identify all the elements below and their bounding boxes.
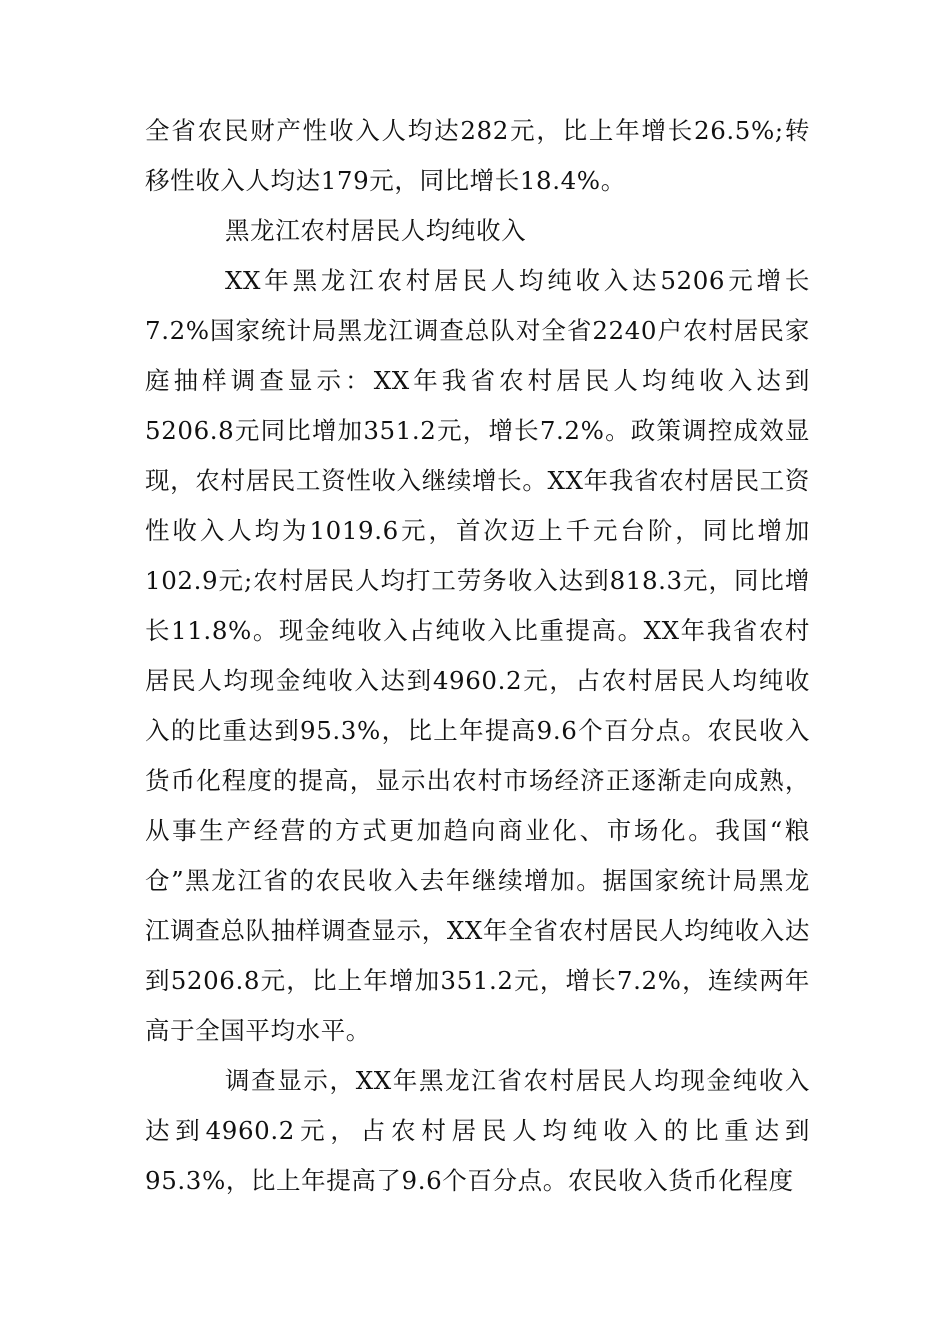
section-heading (145, 206, 810, 256)
body-paragraph (145, 1056, 810, 1206)
paragraph-text: XX年黑龙江农村居民人均纯收入达5206元增长7.2%国家统计局黑龙江调查总队对全省2240户农村居民家庭抽样调查显示：XX年我省农村居民人均纯收入达到5206.8元同比增加351.2元，增长7.2%。政策调控成效显现，农村居民工资性收入继续增长。XX年我省农村居民工资性收入人均为1019.6元，首次迈上千元台阶，同比增加102.9元;农村居民人均打工劳务收入达到818.3元，同比增长11.8%。现金纯收入占纯收入比重提高。XX年我省农村居民人均现金纯收入达到4960.2元，占农村居民人均纯收入的比重达到95.3%，比上年提高9.6个百分点。农民收入货币化程度的提高，显示出农村市场经济正逐渐走向成熟，从事生产经营的方式更加趋向商业化、市场化。我国“粮仓”黑龙江省的农民收入去年继续增加。据国家统计局黑龙江调查总队抽样调查显示，XX年全省农村居民人均纯收入达到5206.8元，比上年增加351.2元，增长7.2%，连续两年高于全国平均水平。 (145, 266, 810, 1045)
heading-text: 黑龙江农村居民人均纯收入 (225, 216, 527, 245)
paragraph-text: 调查显示，XX年黑龙江省农村居民人均现金纯收入达到4960.2元，占农村居民人均纯收入的比重达到95.3%，比上年提高了9.6个百分点。农民收入货币化程度 (145, 1066, 810, 1195)
body-paragraph-continued (145, 106, 810, 206)
paragraph-text: 全省农民财产性收入人均达282元，比上年增长26.5%;转移性收入人均达179元，同比增长18.4%。 (145, 116, 810, 195)
body-paragraph (145, 256, 810, 1056)
